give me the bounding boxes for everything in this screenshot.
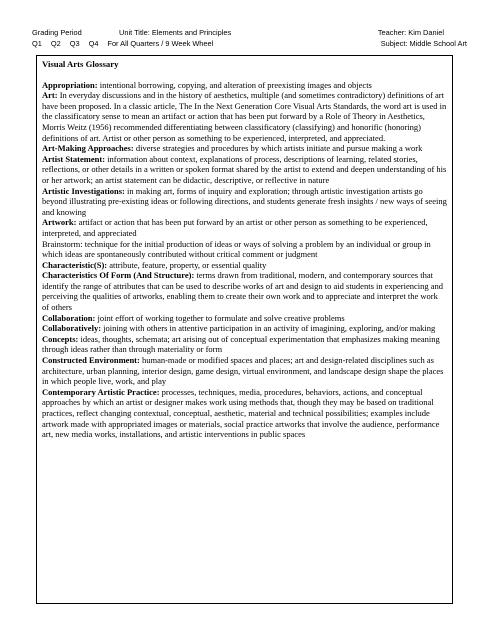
glossary-entry xyxy=(42,90,447,143)
header-row-1 xyxy=(32,28,472,39)
page-header xyxy=(32,28,472,49)
glossary-entry xyxy=(42,239,447,260)
header-row-2 xyxy=(32,39,472,50)
glossary-term: Contemporary Artistic Practice: xyxy=(42,386,160,397)
glossary-entry xyxy=(42,154,447,186)
quarter-q2: Q2 xyxy=(50,38,61,48)
glossary-entries xyxy=(42,80,447,440)
glossary-term: Characteristics Of Form (And Structure): xyxy=(42,270,195,281)
quarter-q1: Q1 xyxy=(32,38,42,48)
quarter-list xyxy=(32,39,222,50)
glossary-term: Characteristic(S): xyxy=(42,259,108,270)
glossary-entry xyxy=(42,334,447,355)
teacher-name: Teacher: Kim Daniel xyxy=(377,28,444,37)
glossary-term: Artist Statement: xyxy=(42,153,106,164)
glossary-term: Artwork: xyxy=(42,217,77,228)
glossary-definition: information about context, explanations of process, descriptions of learning, related stories, reflections, or other details in a written or spoken format shared by the artist to extend and deepen understanding of his or her artwork; an artist statement can be didactic, descriptive, or reflective in nature xyxy=(42,153,447,185)
glossary-definition: processes, techniques, media, procedures, behaviors, actions, and conceptual approaches by which an artist or designer makes work using methods that, though they may be based on traditional practices, reflect changing contextual, conceptual, aesthetic, material and technical possibilities; examples include artwork made with appropriated images or materials, social practice artworks that involve the audience, performance art, new media works, installations, and artistic interventions in public spaces xyxy=(42,386,440,440)
glossary-definition: In everyday discussions and in the history of aesthetics, multiple (and sometimes contradictory) definitions of art have been proposed. In a classic article, The In the Next Generation Core Visual Arts Standards, the word art is used in the classificatory sense to mean an artifact or action that has been put forward by a Role of Theory in Aesthetics, Morris Weitz (1956) recommended differentiating between classificatory (classifying) and honorific (honoring) definitions of art. Artist or other person as something to be experienced, interpreted, and appreciated. xyxy=(42,90,447,143)
schedule-label: For All Quarters / 9 Week Wheel xyxy=(107,38,214,48)
glossary-definition: joining with others in attentive participation in an activity of imagining, exploring, and/or making xyxy=(101,323,436,334)
glossary-title: Visual Arts Glossary xyxy=(42,59,119,69)
glossary-entry xyxy=(42,217,447,238)
glossary-term: Concepts: xyxy=(42,333,79,344)
glossary-definition: terms drawn from traditional, modern, and contemporary sources that identify the range of attributes that can be used to describe works of art and design to aid students in experiencing and perceiving the qualities of artworks, enabling them to create their own work and to appreciate and interpret the work of others xyxy=(42,270,444,313)
glossary-term: Artistic Investigations: xyxy=(42,185,125,196)
glossary-entry xyxy=(42,260,447,271)
glossary-definition: in making art, forms of inquiry and exploration; through artistic investigation artists go beyond illustrating pre-existing ideas or following directions, and students generate fresh insights / new ways of seeing and knowing xyxy=(42,185,447,217)
glossary-term: Collaboration: xyxy=(42,312,96,323)
subject-label: Subject: Middle School Art xyxy=(380,38,467,48)
glossary-term: Art-Making Approaches: xyxy=(42,143,134,154)
glossary-term: Appropriation: xyxy=(42,79,98,90)
glossary-entry xyxy=(42,186,447,218)
glossary-definition: artifact or action that has been put forward by an artist or other person as something to be experienced, interpreted, and appreciated xyxy=(42,217,428,238)
glossary-entry xyxy=(42,313,447,324)
glossary-definition: Brainstorm: technique for the initial production of ideas or ways of solving a problem by an individual or group in which ideas are spontaneously contributed without critical comment or judgment xyxy=(42,238,431,260)
glossary-box xyxy=(36,55,453,604)
glossary-definition: human-made or modified spaces and places; art and design-related disciplines such as architecture, urban planning, interior design, game design, virtual environment, and landscape design shape the places in which people live, work, and play xyxy=(42,355,444,387)
glossary-entry xyxy=(42,80,447,91)
grading-period-label: Grading Period xyxy=(32,28,82,37)
glossary-entry xyxy=(42,355,447,387)
glossary-entry xyxy=(42,323,447,334)
glossary-term: Collaboratively: xyxy=(42,323,102,334)
glossary-term: Art: xyxy=(42,90,58,101)
quarter-q3: Q3 xyxy=(69,38,80,48)
glossary-entry xyxy=(42,143,447,154)
glossary-definition: ideas, thoughts, schemata; art arising out of conceptual experimentation that emphasizes making meaning through ideas rather than through materiality or form xyxy=(42,333,440,355)
glossary-definition: diverse strategies and procedures by which artists initiate and pursue making a work xyxy=(133,143,423,154)
glossary-definition: intentional borrowing, copying, and alteration of preexisting images and objects xyxy=(97,79,372,90)
glossary-term: Constructed Environment: xyxy=(42,355,140,366)
glossary-entry xyxy=(42,270,447,312)
glossary-definition: joint effort of working together to formulate and solve creative problems xyxy=(95,312,345,323)
glossary-entry xyxy=(42,387,447,440)
unit-title: Unit Title: Elements and Principles xyxy=(119,28,232,37)
quarter-q4: Q4 xyxy=(88,38,99,48)
glossary-definition: attribute, feature, property, or essential quality xyxy=(107,259,267,270)
